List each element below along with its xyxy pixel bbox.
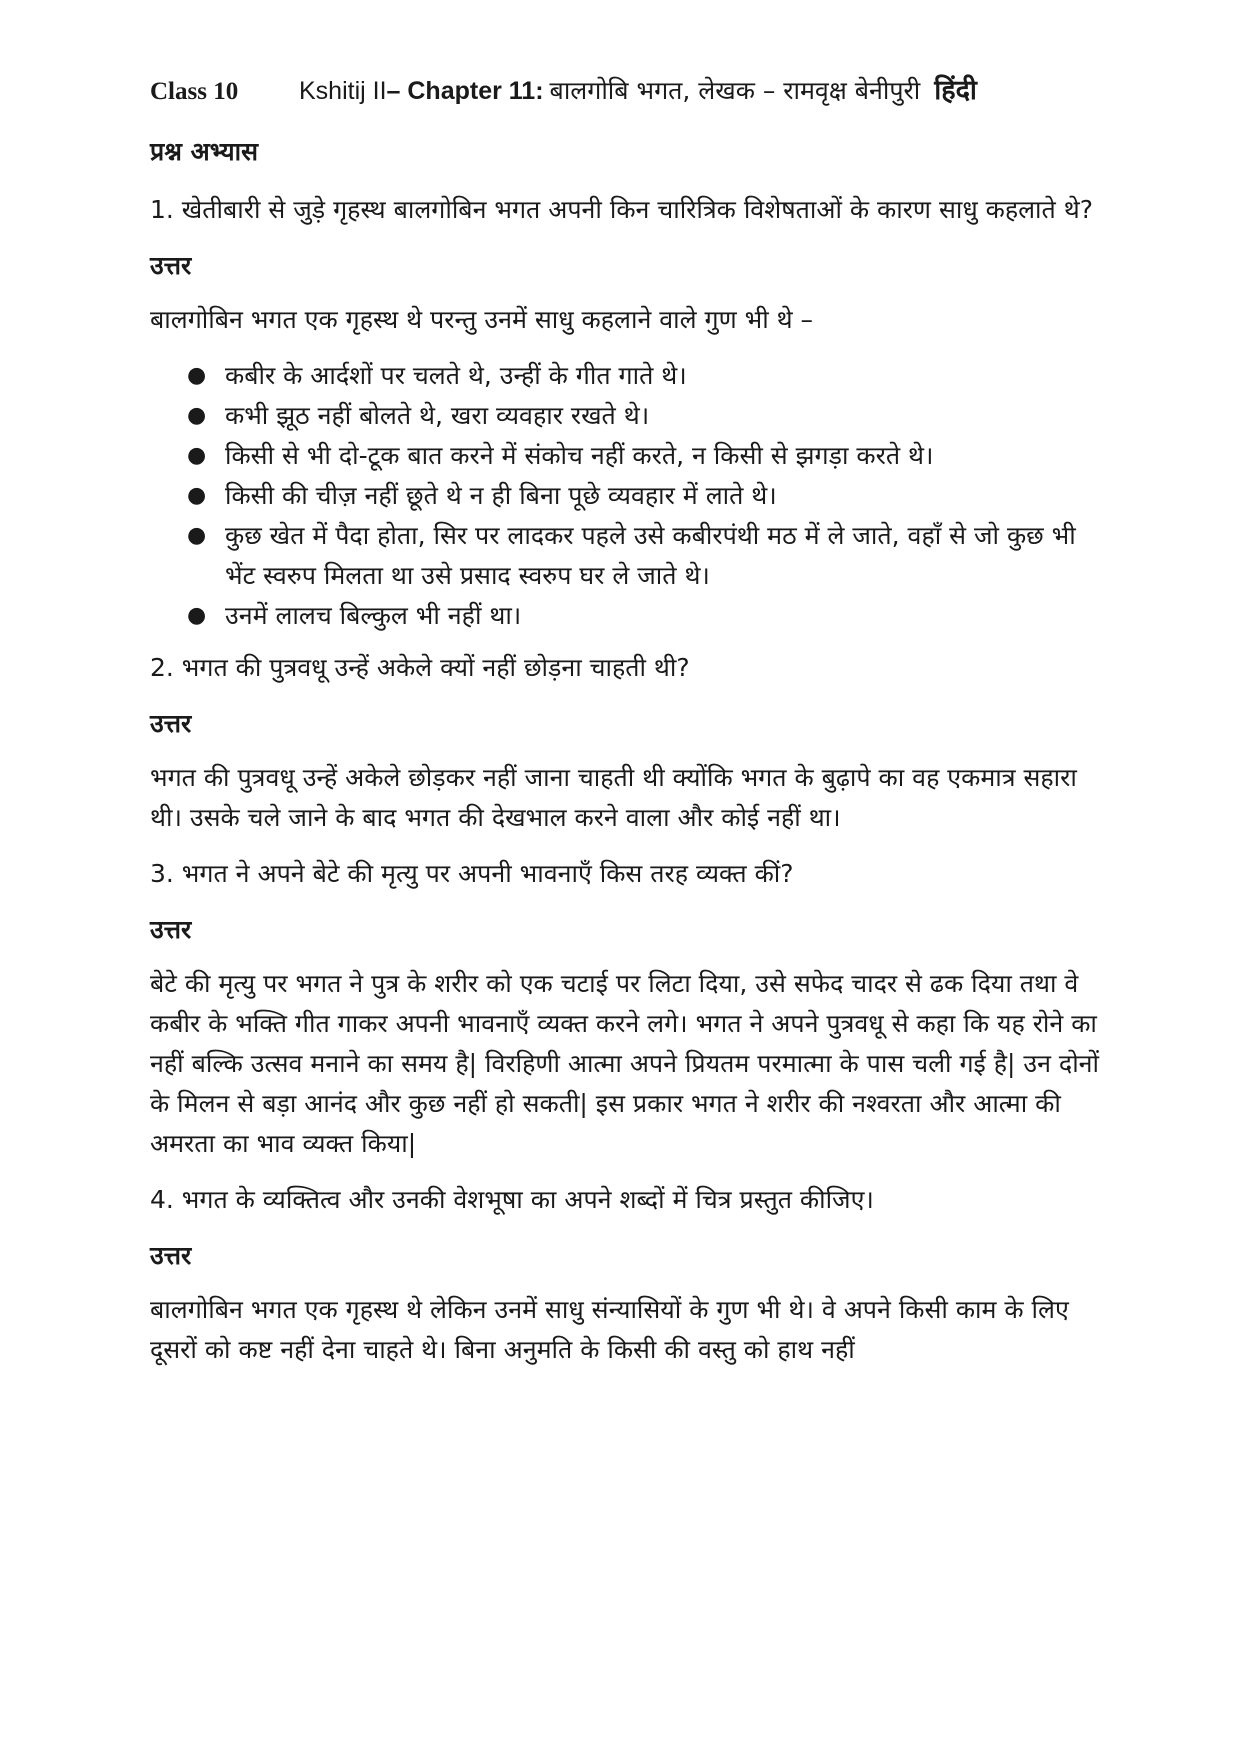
list-item xyxy=(187,436,1100,476)
list-item-text: किसी से भी दो-टूक बात करने में संकोच नहीं करते, न किसी से झगड़ा करते थे। xyxy=(225,441,934,470)
question-1: 1. खेतीबारी से जुड़े गृहस्थ बालगोबिन भगत अपनी किन चारित्रिक विशेषताओं के कारण साधु कहलाते थे? xyxy=(150,195,1093,224)
answer-label-4: उत्तर xyxy=(150,1241,192,1270)
chapter-label: – Chapter 11: xyxy=(386,77,544,105)
chapter-title: बालगोबि भगत, लेखक – रामवृक्ष बेनीपुरी xyxy=(549,76,921,105)
answer-4: बालगोबिन भगत एक गृहस्थ थे लेकिन उनमें साधु संन्यासियों के गुण भी थे। वे अपने किसी काम के लिए दूसरों को कष्ट नहीं देना चाहते थे। बिना अनुमति के किसी की वस्तु को हाथ नहीं xyxy=(150,1295,1069,1364)
answer-1-intro: बालगोबिन भगत एक गृहस्थ थे परन्तु उनमें साधु कहलाने वाले गुण भी थे – xyxy=(150,305,814,334)
page-header xyxy=(150,70,1100,120)
question-2: 2. भगत की पुत्रवधू उन्हें अकेले क्यों नहीं छोड़ना चाहती थी? xyxy=(150,653,690,682)
bullet-icon: ● xyxy=(187,403,207,428)
question-3: 3. भगत ने अपने बेटे की मृत्यु पर अपनी भावनाएँ किस तरह व्यक्त कीं? xyxy=(150,859,794,888)
list-item-text: उनमें लालच बिल्कुल भी नहीं था। xyxy=(225,601,522,630)
answer-label-1: उत्तर xyxy=(150,251,192,280)
subject-label: हिंदी xyxy=(934,75,977,106)
section-heading: प्रश्न अभ्यास xyxy=(150,137,258,166)
answer-3: बेटे की मृत्यु पर भगत ने पुत्र के शरीर को एक चटाई पर लिटा दिया, उसे सफेद चादर से ढक दिया तथा वे कबीर के भक्ति गीत गाकर अपनी भावनाएँ व्यक्त करने लगे। भगत ने अपने पुत्रवधू से कहा कि यह रोने का नहीं बल्कि उत्सव मनाने का समय है| विरहिणी आत्मा अपने प्रियतम परमात्मा के पास चली गई है| उन दोनों के मिलन से बड़ा आनंद और कुछ नहीं हो सकती| इस प्रकार भगत ने शरीर की नश्वरता और आत्मा की अमरता का भाव व्यक्त किया| xyxy=(150,969,1100,1158)
answer-label-3: उत्तर xyxy=(150,915,192,944)
bullet-icon: ● xyxy=(187,443,207,468)
bullet-icon: ● xyxy=(187,523,207,548)
list-item xyxy=(187,356,1100,396)
list-item xyxy=(187,516,1100,596)
answer-label-2: उत्तर xyxy=(150,709,192,738)
list-item xyxy=(187,476,1100,516)
list-item xyxy=(187,396,1100,436)
book-name: Kshitij II xyxy=(299,77,387,105)
list-item-text: किसी की चीज़ नहीं छूते थे न ही बिना पूछे व्यवहार में लाते थे। xyxy=(225,481,777,510)
document-page xyxy=(150,70,1100,1386)
class-label: Class 10 xyxy=(150,78,239,105)
bullet-icon: ● xyxy=(187,363,207,388)
answer-1-list xyxy=(150,356,1100,636)
question-4: 4. भगत के व्यक्तित्व और उनकी वेशभूषा का अपने शब्दों में चित्र प्रस्तुत कीजिए। xyxy=(150,1185,874,1214)
list-item xyxy=(187,596,1100,636)
answer-2: भगत की पुत्रवधू उन्हें अकेले छोड़कर नहीं जाना चाहती थी क्योंकि भगत के बुढ़ापे का वह एकमात्र सहारा थी। उसके चले जाने के बाद भगत की देखभाल करने वाला और कोई नहीं था। xyxy=(150,763,1077,832)
list-item-text: कुछ खेत में पैदा होता, सिर पर लादकर पहले उसे कबीरपंथी मठ में ले जाते, वहाँ से जो कुछ भी भेंट स्वरुप मिलता था उसे प्रसाद स्वरुप घर ले जाते थे। xyxy=(225,521,1076,590)
list-item-text: कभी झूठ नहीं बोलते थे, खरा व्यवहार रखते थे। xyxy=(225,401,650,430)
bullet-icon: ● xyxy=(187,483,207,508)
list-item-text: कबीर के आर्दशों पर चलते थे, उन्हीं के गीत गाते थे। xyxy=(225,361,687,390)
bullet-icon: ● xyxy=(187,603,207,628)
